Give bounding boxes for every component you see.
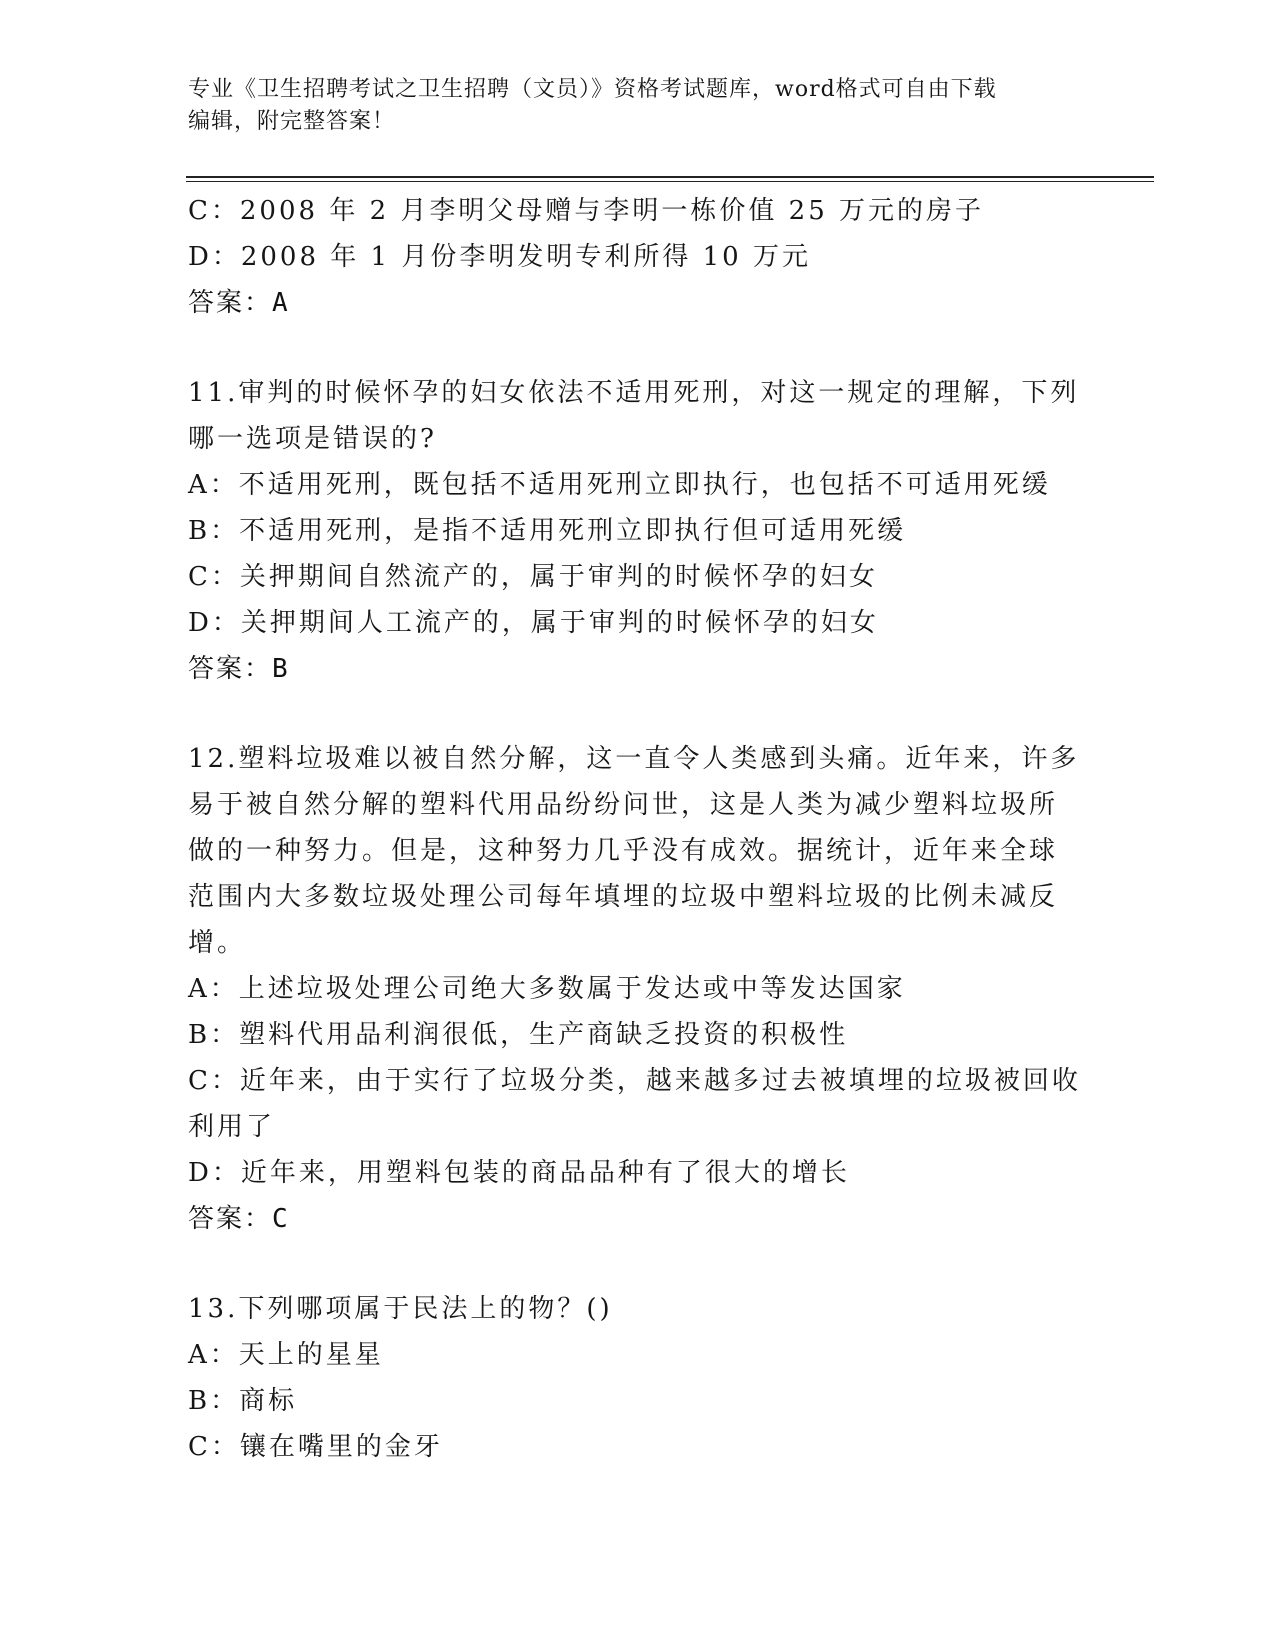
option-c: C：关押期间自然流产的，属于审判的时候怀孕的妇女 [188,562,878,592]
option-b: B：商标 [188,1386,298,1416]
answer-value: A [272,288,288,318]
question-stem-line: 12.塑料垃圾难以被自然分解，这一直令人类感到头痛。近年来，许多 [188,744,1080,774]
option-d: D：关押期间人工流产的，属于审判的时候怀孕的妇女 [188,608,879,638]
answer-line [188,280,1088,326]
document-body [188,188,1088,1470]
option-c: C：镶在嘴里的金牙 [188,1432,443,1462]
option-c-continued: 利用了 [188,1112,276,1142]
answer-value: B [272,654,288,684]
answer-line [188,646,1088,692]
question-stem-line: 11.审判的时候怀孕的妇女依法不适用死刑，对这一规定的理解，下列 [188,378,1080,408]
answer-line [188,1196,1088,1242]
spacer [188,692,1088,736]
question-12 [188,736,1088,1242]
option-a: A：上述垃圾处理公司绝大多数属于发达或中等发达国家 [188,974,906,1004]
question-11 [188,370,1088,692]
question-stem-line: 易于被自然分解的塑料代用品纷纷问世，这是人类为减少塑料垃圾所 [188,790,1059,820]
spacer [188,1242,1088,1286]
question-stem-line: 范围内大多数垃圾处理公司每年填埋的垃圾中塑料垃圾的比例未减反 [188,882,1059,912]
document-header [188,74,1068,138]
question-10-continued [188,188,1088,326]
header-line-1: 专业《卫生招聘考试之卫生招聘（文员）》资格考试题库，word格式可自由下载 [188,77,997,102]
header-divider-thick [186,176,1154,178]
answer-label: 答案： [188,1204,273,1234]
option-d: D：近年来，用塑料包装的商品品种有了很大的增长 [188,1158,850,1188]
spacer [188,326,1088,370]
option-d: D：2008 年 1 月份李明发明专利所得 10 万元 [188,242,811,272]
question-stem-line: 哪一选项是错误的? [188,424,437,454]
answer-label: 答案： [188,654,273,684]
answer-value: C [272,1204,288,1234]
option-a: A：不适用死刑，既包括不适用死刑立即执行，也包括不可适用死缓 [188,470,1051,500]
answer-label: 答案： [188,288,273,318]
question-stem-line: 做的一种努力。但是，这种努力几乎没有成效。据统计，近年来全球 [188,836,1059,866]
header-line-2: 编辑，附完整答案！ [188,109,396,134]
question-stem-line: 增。 [188,928,247,958]
header-divider-thin [186,181,1154,182]
option-b: B：塑料代用品利润很低，生产商缺乏投资的积极性 [188,1020,849,1050]
question-stem-line: 13.下列哪项属于民法上的物？() [188,1294,613,1324]
question-13 [188,1286,1088,1470]
option-b: B：不适用死刑，是指不适用死刑立即执行但可适用死缓 [188,516,907,546]
option-c: C：近年来，由于实行了垃圾分类，越来越多过去被填埋的垃圾被回收 [188,1066,1081,1096]
option-a: A：天上的星星 [188,1340,384,1370]
option-c: C：2008 年 2 月李明父母赠与李明一栋价值 25 万元的房子 [188,196,985,226]
